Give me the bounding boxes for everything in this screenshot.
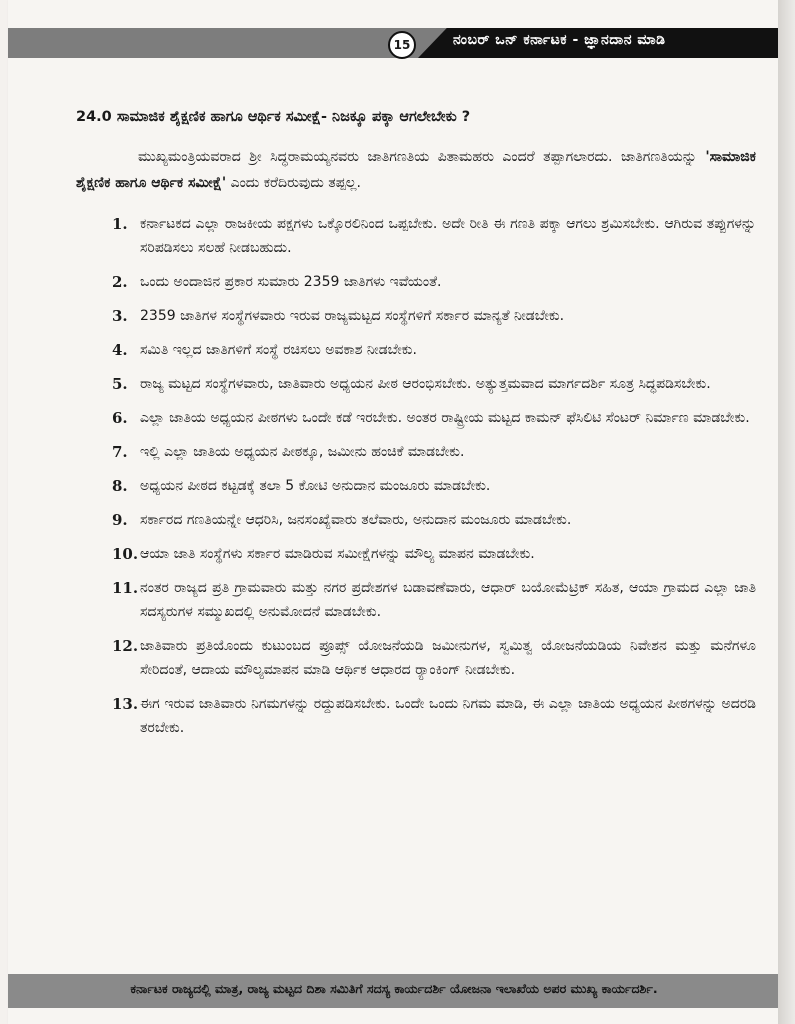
- list-item: [76, 270, 756, 294]
- section-heading: 24.0 ಸಾಮಾಜಿಕ ಶೈಕ್ಷಣಿಕ ಹಾಗೂ ಆರ್ಥಿಕ ಸಮೀಕ್ಷೆ- ನಿಜಕ್ಕೂ ಪಕ್ಕಾ ಆಗಲೇಬೇಕು ?: [76, 109, 471, 125]
- item-number: 6.: [112, 409, 128, 427]
- item-number: 5.: [112, 375, 128, 393]
- list-item: [76, 474, 756, 498]
- item-number: 3.: [112, 307, 128, 325]
- item-number: 11.: [112, 579, 139, 597]
- intro-bold-phrase: 'ಸಾಮಾಜಿಕ ಶೈಕ್ಷಣಿಕ ಹಾಗೂ ಆರ್ಥಿಕ ಸಮೀಕ್ಷೆ': [76, 149, 756, 191]
- list-item: [76, 542, 756, 566]
- item-text: ಸಮಿತಿ ಇಲ್ಲದ ಜಾತಿಗಳಿಗೆ ಸಂಸ್ಥೆ ರಚಿಸಲು ಅವಕಾಶ ನೀಡಬೇಕು.: [140, 342, 417, 358]
- list-item: [76, 692, 756, 740]
- item-text: ಸರ್ಕಾರದ ಗಣತಿಯನ್ನೇ ಆಧರಿಸಿ, ಜನಸಂಖ್ಯೆವಾರು ತಲೆವಾರು, ಅನುದಾನ ಮಂಜೂರು ಮಾಡಬೇಕು.: [140, 512, 572, 528]
- page-edge: [778, 0, 795, 1024]
- list-item: [76, 372, 756, 396]
- item-number: 12.: [112, 637, 139, 655]
- list-item: [76, 634, 756, 682]
- item-number: 10.: [112, 545, 139, 563]
- intro-text-end: ಎಂದು ಕರೆದಿರುವುದು ತಪ್ಪಲ್ಲ.: [226, 175, 361, 191]
- list-item: [76, 338, 756, 362]
- list-item: [76, 576, 756, 624]
- item-text: ಒಂದು ಅಂದಾಜಿನ ಪ್ರಕಾರ ಸುಮಾರು 2359 ಜಾತಿಗಳು ಇವೆಯಂತೆ.: [140, 274, 442, 290]
- list-item: [76, 406, 756, 430]
- list-item: [76, 212, 756, 260]
- intro-text-start: ಮುಖ್ಯಮಂತ್ರಿಯವರಾದ ಶ್ರೀ ಸಿದ್ಧರಾಮಯ್ಯನವರು ಜಾತಿಗಣತಿಯ ಪಿತಾಮಹರು ಎಂದರೆ ತಪ್ಪಾಗಲಾರದು. ಜಾತಿಗಣತಿಯನ್ನು: [138, 149, 706, 165]
- document-page: [8, 0, 778, 1024]
- item-text: ಇಲ್ಲಿ ಎಲ್ಲಾ ಜಾತಿಯ ಅಧ್ಯಯನ ಪೀಠಕ್ಕೂ, ಜಮೀನು ಹಂಚಿಕೆ ಮಾಡಬೇಕು.: [140, 444, 465, 460]
- list-item: [76, 508, 756, 532]
- list-item: [76, 304, 756, 328]
- item-number: 1.: [112, 215, 128, 233]
- item-number: 2.: [112, 273, 128, 291]
- intro-paragraph: [76, 144, 756, 196]
- list-item: [76, 440, 756, 464]
- page-number-badge: 15: [388, 31, 416, 59]
- footer-text: ಕರ್ನಾಟಕ ರಾಜ್ಯದಲ್ಲಿ ಮಾತ್ರ, ರಾಜ್ಯ ಮಟ್ಟದ ದಿಶಾ ಸಮಿತಿಗೆ ಸದಸ್ಯ ಕಾರ್ಯದರ್ಶಿ ಯೋಜನಾ ಇಲಾಖೆಯ ಅಪರ ಮುಖ್ಯ ಕಾರ್ಯದರ್ಶಿ.: [130, 981, 658, 996]
- item-number: 13.: [112, 695, 139, 713]
- recommendation-list: [76, 212, 756, 740]
- item-text: ರಾಜ್ಯ ಮಟ್ಟದ ಸಂಸ್ಥೆಗಳವಾರು, ಜಾತಿವಾರು ಅಧ್ಯಯನ ಪೀಠ ಆರಂಭಿಸಬೇಕು. ಅತ್ಯುತ್ತಮವಾದ ಮಾರ್ಗದರ್ಶಿ ಸೂತ್ರ ಸಿದ್ಧಪಡಿಸಬೇಕು.: [140, 376, 711, 392]
- item-text: 2359 ಜಾತಿಗಳ ಸಂಸ್ಥೆಗಳವಾರು ಇರುವ ರಾಜ್ಯಮಟ್ಟದ ಸಂಸ್ಥೆಗಳಿಗೆ ಸರ್ಕಾರ ಮಾನ್ಯತೆ ನೀಡಬೇಕು.: [140, 308, 565, 324]
- item-text: ಆಯಾ ಜಾತಿ ಸಂಸ್ಥೆಗಳು ಸರ್ಕಾರ ಮಾಡಿರುವ ಸಮೀಕ್ಷೆಗಳನ್ನು ಮೌಲ್ಯ ಮಾಪನ ಮಾಡಬೇಕು.: [140, 546, 535, 562]
- item-text: ನಂತರ ರಾಜ್ಯದ ಪ್ರತಿ ಗ್ರಾಮವಾರು ಮತ್ತು ನಗರ ಪ್ರದೇಶಗಳ ಬಡಾವಣೆವಾರು, ಆಧಾರ್ ಬಯೋಮೆಟ್ರಿಕ್ ಸಹಿತ, ಆಯಾ ಗ್ರಾಮದ ಎಲ್ಲಾ ಜಾತಿ ಸದಸ್ಯರುಗಳ ಸಮ್ಮುಖದಲ್ಲಿ ಅನುಮೋದನೆ ಮಾಡಬೇಕು.: [140, 580, 756, 620]
- header-title: ನಂಬರ್ ಒನ್ ಕರ್ನಾಟಕ - ಜ್ಞಾನದಾನ ಮಾಡಿ: [453, 32, 666, 48]
- item-number: 8.: [112, 477, 128, 495]
- item-text: ಕರ್ನಾಟಕದ ಎಲ್ಲಾ ರಾಜಕೀಯ ಪಕ್ಷಗಳು ಒಕ್ಕೊರಲಿನಿಂದ ಒಪ್ಪಬೇಕು. ಅದೇ ರೀತಿ ಈ ಗಣತಿ ಪಕ್ಕಾ ಆಗಲು ಶ್ರಮಿಸಬೇಕು. ಆಗಿರುವ ತಪ್ಪುಗಳನ್ನು ಸರಿಪಡಿಸಲು ಸಲಹೆ ನೀಡಬಹುದು.: [140, 216, 756, 256]
- item-text: ಅಧ್ಯಯನ ಪೀಠದ ಕಟ್ಟಡಕ್ಕೆ ತಲಾ 5 ಕೋಟಿ ಅನುದಾನ ಮಂಜೂರು ಮಾಡಬೇಕು.: [140, 478, 491, 494]
- item-number: 4.: [112, 341, 128, 359]
- item-number: 7.: [112, 443, 128, 461]
- item-text: ಜಾತಿವಾರು ಪ್ರತಿಯೊಂದು ಕುಟುಂಬದ ಪ್ರೂಪ್ಸ್ ಯೋಜನೆಯಡಿ ಜಮೀನುಗಳ, ಸ್ವಮಿತ್ವ ಯೋಜನೆಯಡಿಯ ನಿವೇಶನ ಮತ್ತು ಮನೆಗಳೂ ಸೇರಿದಂತೆ, ಆದಾಯ ಮೌಲ್ಯಮಾಪನ ಮಾಡಿ ಆರ್ಥಿಕ ಆಧಾರದ ರ್‍ಯಾಂಕಿಂಗ್ ನೀಡಬೇಕು.: [140, 638, 756, 678]
- page-content: [76, 106, 756, 750]
- item-number: 9.: [112, 511, 128, 529]
- item-text: ಎಲ್ಲಾ ಜಾತಿಯ ಅಧ್ಯಯನ ಪೀಠಗಳು ಒಂದೇ ಕಡೆ ಇರಬೇಕು. ಅಂತರ ರಾಷ್ಟ್ರೀಯ ಮಟ್ಟದ ಕಾಮನ್ ಫೆಸಿಲಿಟಿ ಸೆಂಟರ್ ನಿರ್ಮಾಣ ಮಾಡಬೇಕು.: [140, 410, 750, 426]
- item-text: ಈಗ ಇರುವ ಜಾತಿವಾರು ನಿಗಮಗಳನ್ನು ರದ್ದುಪಡಿಸಬೇಕು. ಒಂದೇ ಒಂದು ನಿಗಮ ಮಾಡಿ, ಈ ಎಲ್ಲಾ ಜಾತಿಯ ಅಧ್ಯಯನ ಪೀಠಗಳನ್ನು ಅದರಡಿ ತರಬೇಕು.: [140, 696, 756, 736]
